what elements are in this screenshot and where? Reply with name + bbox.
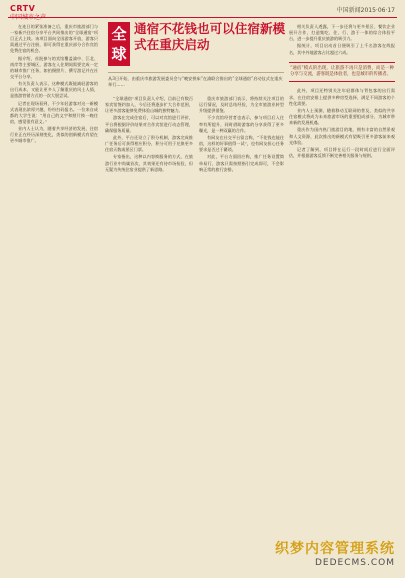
paragraph: 相关负责人透露，下一步还将与更多景区、餐饮企业展开合作，打造集吃、住、行、游于一体的综合体验平台，进一步提升重庆旅游的吸引力。: [289, 24, 395, 42]
paragraph: 对此，平台方面回应称，推广任务设置简单易行，游客只需按照指引完成即可，不会影响正常的旅行安排。: [199, 154, 284, 172]
paragraph: 业内人士预测，随着移动互联网的普及，类似的共享住宿模式将成为未来旅游市场的重要组成部分，为城市带来新的发展机遇。: [289, 107, 395, 126]
publication-logo: [10, 4, 46, 22]
headline-lead: 从3日开始，由重庆市旅游发展委员会与“晚安拼床”在渝联合推出的“全球通宿”启动仪式在重庆举行……: [108, 76, 283, 87]
pull-quote: “通宿”模式的出现，让旅游不再只是消费，而是一种分享与交流，游客既是体验者，也是城市的传播者。: [289, 62, 395, 83]
page-info: 中国新闻2015·06·17: [336, 7, 395, 14]
article-column-2: [105, 96, 193, 571]
paragraph: 据统计，项目启动首日便吸引了上千名游客在线报名，其中外地游客占比超过六成。: [289, 43, 395, 55]
paragraph: 此外，项目还特别关注年轻群体与背包客的出行需求，在住宿安排上提供多种房型选择，满足不同游客的个性化需要。: [289, 88, 395, 106]
paragraph: 重庆作为国内热门旅游目的地，拥有丰富的自然景观和人文资源，此次推出的新模式有望吸引更多游客前来观光体验。: [289, 127, 395, 145]
headline-divider: [108, 72, 284, 73]
paragraph: 此外，平台还设立了积分机制，游客完成推广任务后可获得相应积分，积分可用于兑换更多住宿天数或景区门票。: [105, 134, 193, 153]
header-divider: [8, 17, 397, 18]
paragraph: 记者了解到，项目将在运行一段时间后进行全面评估，并根据游客反馈不断完善相关服务与规则。: [289, 146, 395, 158]
paragraph: 据介绍，首批参与的宾馆覆盖渝中、江北、南岸等主要城区，游客在入住期间需要完成一定的城市推广任务，如拍摄照片、撰写游记并在社交平台分享。: [10, 55, 98, 79]
article-column-3: [199, 96, 284, 571]
paragraph: 业内人士认为，随着共享经济的发展，住宿行业正在经历深刻变化，类似的创新模式有望在更多城市推广。: [10, 126, 98, 144]
paragraph: 重庆市旅游部门表示，将持续关注项目的运行情况，及时总结经验，为全市旅游业转型升级提供借鉴。: [199, 96, 284, 114]
headline-title: 通宿不花钱也可以住宿新模式在重庆启动: [134, 21, 286, 52]
site-watermark: [275, 538, 395, 568]
paragraph: “全球通宿”项目负责人介绍，目前已有数百家宾馆签约加入，今后还将逐步扩大合作范围，让更多游客能够免费体验山城的独特魅力。: [105, 96, 193, 114]
article-column-4: [289, 24, 395, 534]
watermark-title: 织梦内容管理系统: [275, 541, 395, 557]
paragraph: 在连日的紧张准备之后，重庆市旅游部门与一家新兴住宿分享平台共同推出的“全球通宿”项目正式上线。该项目面向全国游客开放，游客只需通过平台注册，即可获得在重庆部分合作宾馆免费住宿的机会。: [10, 24, 98, 54]
paragraph: 不少宾馆经营者也表示，参与项目后入住率有所提升，同时借助游客的分享获得了更多曝光，是一种双赢的合作。: [199, 115, 284, 133]
paragraph: 记者在现场看到，不少年轻游客对这一新模式表现出浓厚兴趣，纷纷扫码报名。一位来自成都的大学生说：“用自己的文字和照片换一晚住宿，感觉很有意义。”: [10, 100, 98, 124]
paragraph: 专家指出，这种以内容换服务的方式，在旅游行业中尚属首次，其效果还有待市场检验，但无疑为传统住宿业提供了新思路。: [105, 154, 193, 172]
logo-main: CRTV: [10, 4, 36, 13]
watermark-url: DEDECMS.COM: [315, 558, 395, 568]
paragraph: 游客在完成住宿后，可以对宾馆进行评价，平台将根据评价结果对合作宾馆进行动态管理，确保服务质量。: [105, 115, 193, 133]
paragraph: 有关负责人表示，这种模式既能减轻游客的出行成本，又能让更多人了解重庆的风土人情，是旅游营销方式的一次大胆尝试。: [10, 81, 98, 99]
article-column-1: [10, 24, 98, 569]
paragraph: 有网友在社交平台留言称，“不花钱也能住宿，这样的好事值得一试”，也有网友担心任务要求是否过于繁琐。: [199, 134, 284, 153]
headline-tag: 全球: [108, 22, 130, 66]
